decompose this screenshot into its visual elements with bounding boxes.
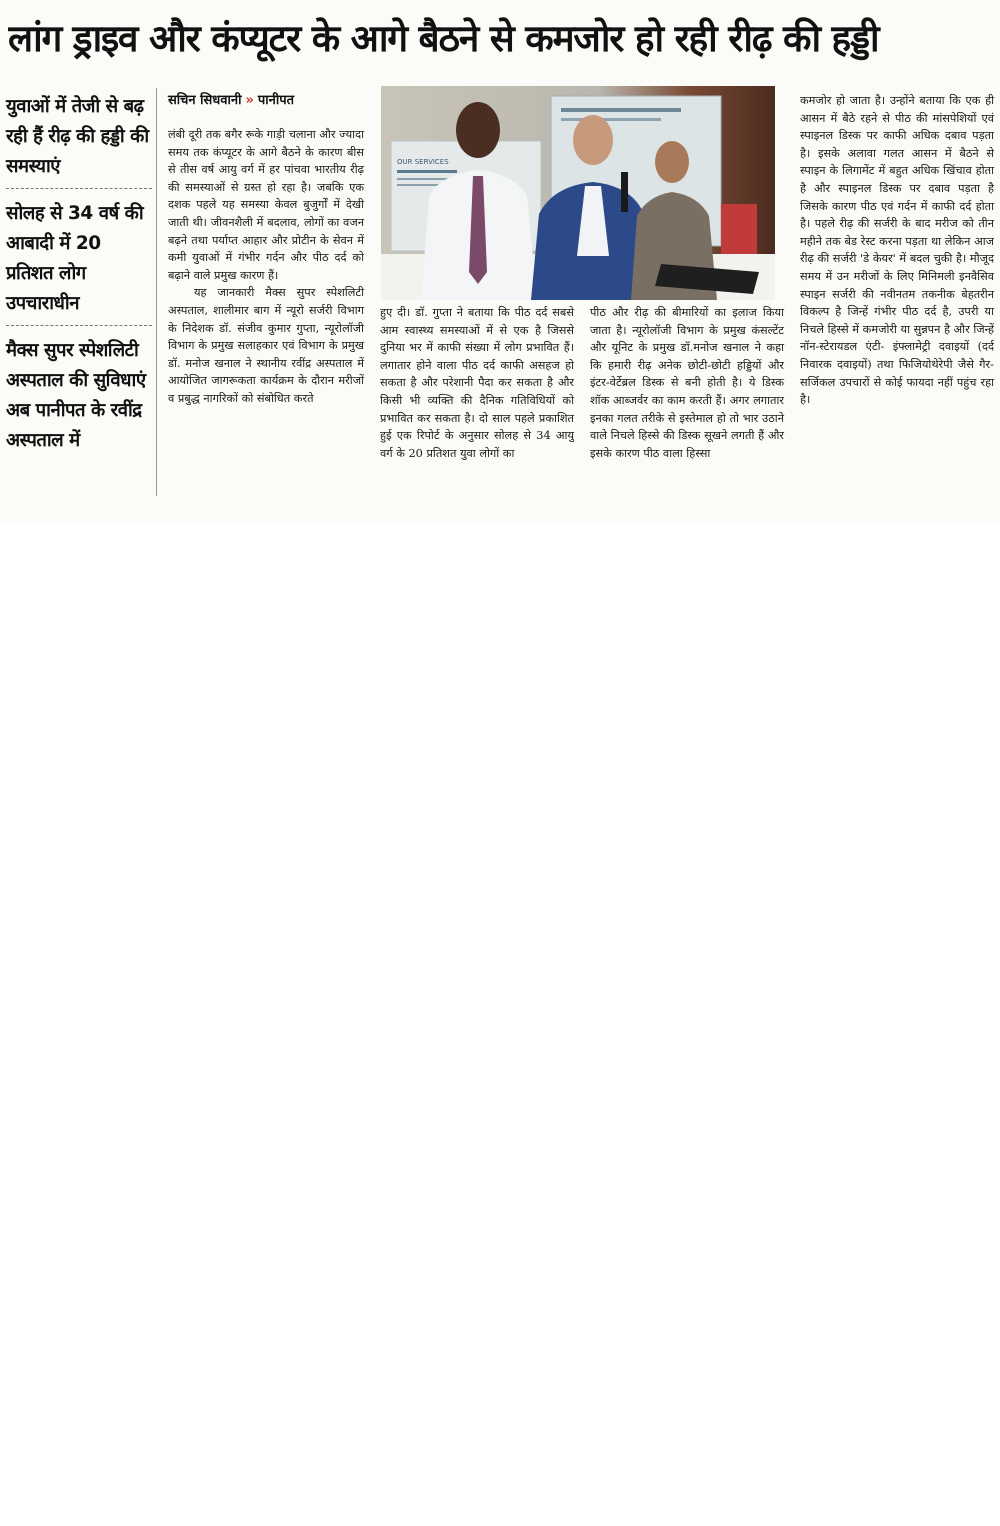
newspaper-clipping — [0, 0, 1000, 524]
article-column-3 — [590, 304, 784, 462]
article-column-2 — [380, 304, 574, 462]
article-paragraph: कमजोर हो जाता है। उन्होंने बताया कि एक ही आसन में बैठे रहने से पीठ की मांसपेशियों एवं स्पाइनल डिस्क पर काफी अधिक दबाव पड़ता है। इसके अलावा गलत आसन में बैठने से स्पाइन के लिगामेंट में बहुत अधिक खिंचाव होता है और स्पाइनल डिस्क पर दबाव पड़ता है जिसके कारण पीठ एवं गर्दन में काफी दर्द होता है। पहले रीढ़ की सर्जरी के बाद मरीज को तीन महीने तक बेड रेस्ट करना पड़ता था लेकिन आज रीढ़ की सर्जरी 'डे केयर' में बदल चुकी है। मौजूद समय में उन मरीजों के लिए मिनिमली इनवैसिव स्पाइन सर्जरी की नवीनतम तकनीक बेहतरीन विकल्प है जिन्हें गंभीर पीठ दर्द है, उपरी या निचले हिस्से में कमजोरी या सुन्नपन है और जिन्हें नॉन-स्टेरायडल एंटी- इंफ्लामेट्री दवाइयों (दर्द निवारक दवाइयों) तथा फिजियोथेरेपी जैसे गैर-सर्जिकल उपचारों से कोई फायदा नहीं पहुंच रहा है। — [800, 94, 994, 407]
article-paragraph: हुए दी। डॉ. गुप्ता ने बताया कि पीठ दर्द सबसे आम स्वास्थ्य समस्याओं में से एक है जिससे दुनिया भर में काफी संख्या में लोग प्रभावित हैं। लगातार होने वाला पीठ दर्द काफी असहज हो सकता है और परेशानी पैदा कर सकता है और किसी भी व्यक्ति की दैनिक गतिविधियों को प्रभावित कर सकता है। दो साल पहले प्रकाशित हुई एक रिपोर्ट के अनुसार सोलह से 34 आयु वर्ग के 20 प्रतिशत युवा लोगों का — [380, 306, 574, 460]
highlight-point: सोलह से 34 वर्ष की आबादी में 20 प्रतिशत लोग उपचाराधीन — [6, 197, 152, 326]
headline: लांग ड्राइव और कंप्यूटर के आगे बैठने से कमजोर हो रही रीढ़ की हड्डी — [8, 17, 879, 60]
byline-author: सचिन सिधवानी — [168, 93, 242, 108]
article-column-1 — [168, 126, 364, 408]
sidebar-highlights — [6, 90, 152, 470]
event-photo — [381, 86, 775, 300]
article-paragraph: यह जानकारी मैक्स सुपर स्पेशलिटी अस्पताल, शालीमार बाग में न्यूरो सर्जरी विभाग के निदेशक डॉ. संजीव कुमार गुप्ता, न्यूरोलॉजी विभाग के प्रमुख सलाहकार एवं विभाग के प्रमुख डॉ. मनोज खनाल ने स्थानीय रवींद्र अस्पताल में आयोजित जागरूकता कार्यक्रम के दौरान मरीजों व प्रबुद्ध नागरिकों को संबोधित करते — [168, 286, 364, 405]
event-photo-illustration — [381, 86, 775, 300]
highlight-point: युवाओं में तेजी से बढ़ रही हैं रीढ़ की हड्डी की समस्याएं — [6, 90, 152, 189]
highlight-point: मैक्स सुपर स्पेशलिटी अस्पताल की सुविधाएं अब पानीपत के रवींद्र अस्पताल में — [6, 340, 146, 451]
byline-location: पानीपत — [257, 93, 295, 108]
article-paragraph: पीठ और रीढ़ की बीमारियों का इलाज किया जाता है। न्यूरोलॉजी विभाग के प्रमुख कंसल्टेंट और यूनिट के प्रमुख डॉ.मनोज खनाल ने कहा कि हमारी रीढ़ अनेक छोटी-छोटी हड्डियों और इंटर-वेर्टेब्रल डिस्क से बनी होती है। ये डिस्क शॉक आब्जर्वर का काम करती हैं। अगर लगातार इनका गलत तरीके से इस्तेमाल हो तो भार उठाने वाले निचले हिस्से की डिस्क सूखने लगती हैं और इसके कारण पीठ वाला हिस्सा — [590, 306, 784, 460]
article-paragraph: लंबी दूरी तक बगैर रूके गाड़ी चलाना और ज्यादा समय तक कंप्यूटर के आगे बैठने के कारण बीस से तीस वर्ष आयु वर्ग में हर पांचवा भारतीय रीढ़ की समस्याओं से ग्रस्त हो रहा है। जबकि एक दशक पहले यह समस्या केवल बुजुर्गों में देखी जाती थी। जीवनशैली में बदलाव, लोगों का वजन बढ़ने तथा पर्याप्त आहार और प्रोटीन के सेवन में कमी युवाओं में गंभीर गर्दन और पीठ दर्द को बढ़ाने वाले प्रमुख कारण हैं। — [168, 128, 364, 282]
byline — [168, 90, 373, 108]
article-column-4 — [800, 92, 994, 409]
backdrop-banner-text: OUR SERVICES — [397, 158, 449, 166]
column-divider — [156, 88, 157, 496]
byline-separator: » — [245, 93, 254, 108]
